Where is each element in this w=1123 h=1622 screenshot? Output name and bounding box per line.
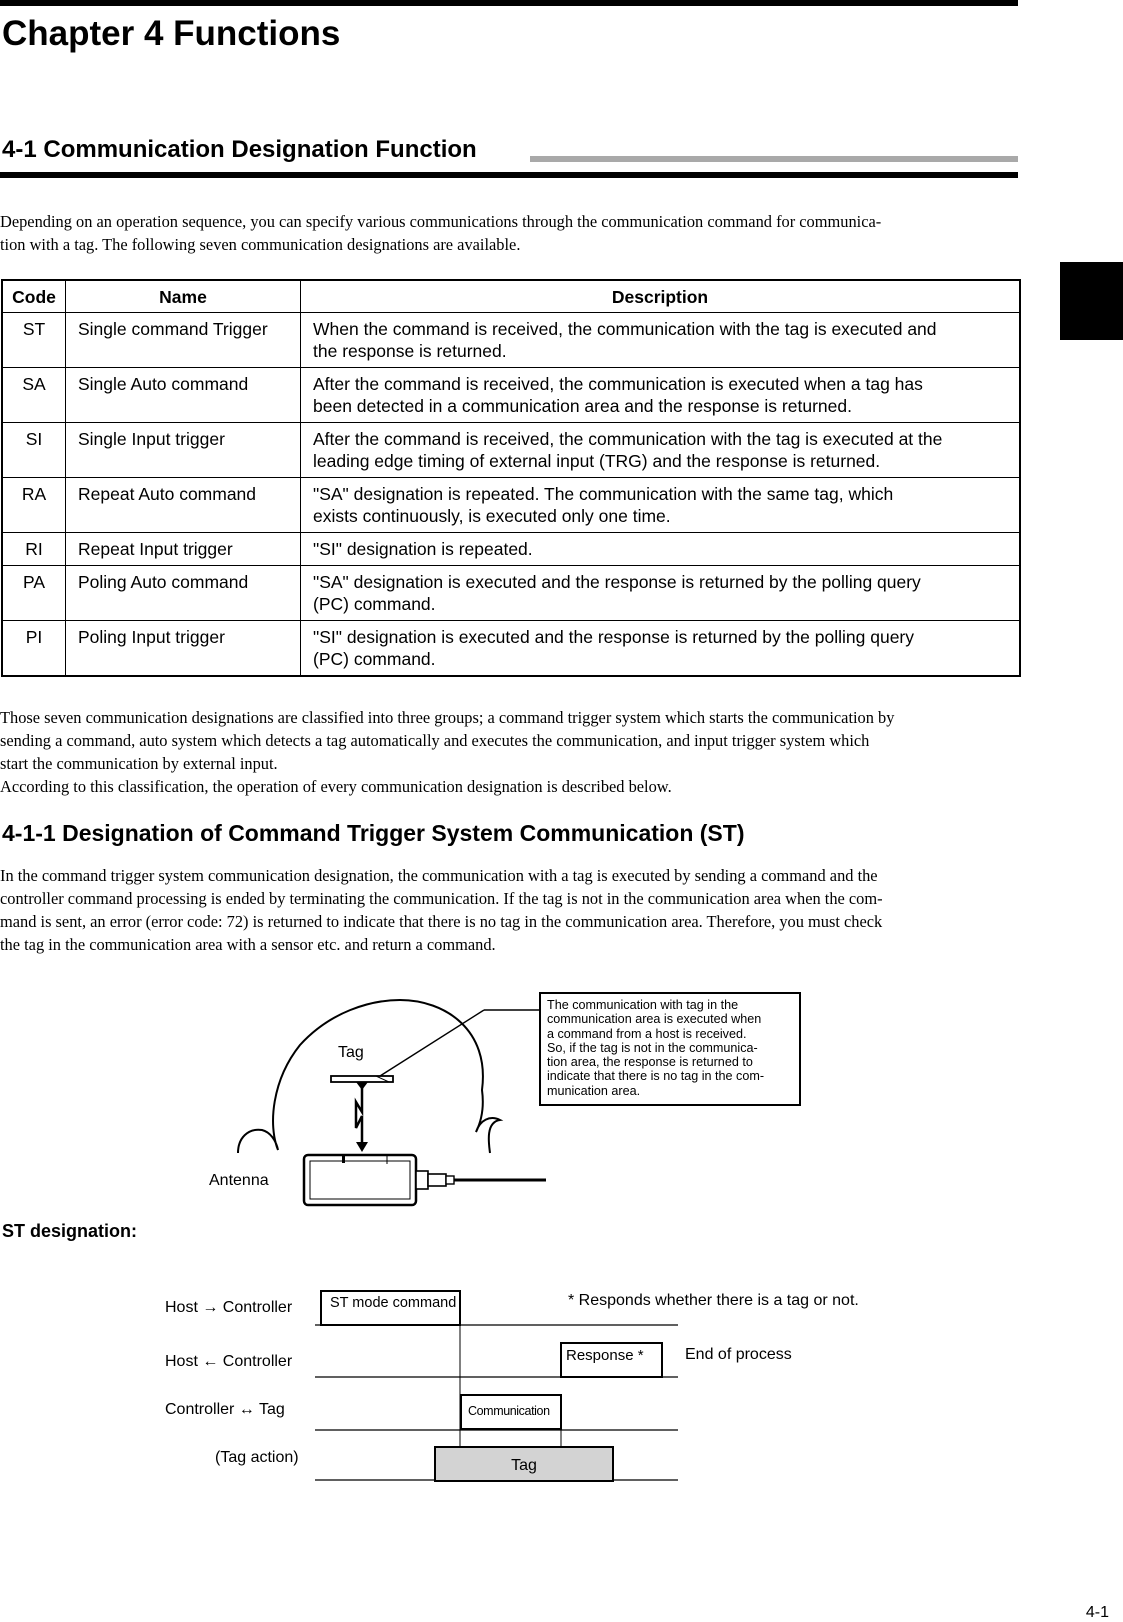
signal-zigzag bbox=[356, 1086, 362, 1146]
table-header-row bbox=[2, 280, 1020, 313]
intro-line: Depending on an operation sequence, you can specify various communications through the communication command for communica- bbox=[0, 212, 882, 231]
label-tag-action: (Tag action) bbox=[215, 1449, 299, 1466]
table-row bbox=[2, 533, 1020, 566]
header-description: Description bbox=[301, 280, 1021, 313]
antenna-connector bbox=[416, 1171, 428, 1189]
row-name: Single Input trigger bbox=[66, 423, 301, 478]
note-box bbox=[539, 992, 801, 1106]
response-note: * Responds whether there is a tag or not. bbox=[568, 1292, 859, 1309]
antenna-connector bbox=[428, 1174, 446, 1186]
note-line: So, if the tag is not in the communica- bbox=[547, 1040, 758, 1055]
subsection-line: mand is sent, an error (error code: 72) is returned to indicate that there is no tag in the communication area. Therefore, you must check bbox=[0, 912, 883, 931]
tag-leader-line bbox=[380, 1010, 484, 1076]
chapter-title: Chapter 4 Functions bbox=[2, 14, 341, 53]
row-code: PI bbox=[2, 621, 66, 677]
label-host-to-controller: Host → Controller bbox=[165, 1299, 293, 1316]
row-code: ST bbox=[2, 313, 66, 368]
classification-line: sending a command, auto system which detects a tag automatically and executes the communication, and input trigger system which bbox=[0, 731, 870, 750]
section-gray-bar bbox=[530, 156, 1018, 162]
note-line: indicate that there is no tag in the com- bbox=[547, 1069, 765, 1084]
subsection-line: the tag in the communication area with a sensor etc. and return a command. bbox=[0, 935, 496, 954]
classification-line: Those seven communication designations are classified into three groups; a command trigger system which starts the communication by bbox=[0, 708, 895, 727]
row-code: RI bbox=[2, 533, 66, 566]
chapter-tab-marker bbox=[1060, 262, 1123, 340]
subsection-line: controller command processing is ended by terminating the communication. If the tag is not in the communication area when the com- bbox=[0, 889, 883, 908]
row-name: Repeat Input trigger bbox=[66, 533, 301, 566]
page-number: 4-1 bbox=[1085, 1604, 1109, 1621]
subsection-title: 4-1-1 Designation of Command Trigger System Communication (ST) bbox=[2, 820, 745, 846]
end-of-process-label: End of process bbox=[685, 1346, 792, 1363]
intro-line: tion with a tag. The following seven communication designations are available. bbox=[0, 235, 521, 254]
antenna-connector bbox=[446, 1176, 454, 1184]
table-row bbox=[2, 478, 1020, 533]
top-rule bbox=[0, 0, 1018, 6]
note-line: The communication with tag in the bbox=[547, 998, 739, 1012]
st-mode-command-box: ST mode command bbox=[320, 1290, 461, 1326]
classification-line: According to this classification, the operation of every communication designation is described below. bbox=[0, 777, 672, 796]
intro-paragraph bbox=[0, 210, 1018, 256]
row-code: PA bbox=[2, 566, 66, 621]
row-description: "SA" designation is repeated. The communication with the same tag, which exists continuously, is executed only one time. bbox=[301, 478, 1021, 533]
row-name: Poling Auto command bbox=[66, 566, 301, 621]
communication-box: Communication bbox=[460, 1394, 562, 1430]
st-designation-heading: ST designation: bbox=[2, 1221, 137, 1241]
tag-label: Tag bbox=[338, 1044, 364, 1061]
header-name: Name bbox=[66, 280, 301, 313]
row-description: "SA" designation is executed and the response is returned by the polling query (PC) command. bbox=[301, 566, 1021, 621]
row-code: RA bbox=[2, 478, 66, 533]
table-row bbox=[2, 566, 1020, 621]
tag-icon bbox=[331, 1076, 393, 1082]
subsection-line: In the command trigger system communication designation, the communication with a tag is executed by sending a command and the bbox=[0, 866, 878, 885]
label-host-from-controller: Host ← Controller bbox=[165, 1353, 293, 1370]
row-description: "SI" designation is repeated. bbox=[301, 533, 1021, 566]
row-name: Repeat Auto command bbox=[66, 478, 301, 533]
section-title: 4-1 Communication Designation Function bbox=[2, 136, 477, 163]
table-row bbox=[2, 621, 1020, 677]
label-controller-tag: Controller ↔ Tag bbox=[165, 1401, 285, 1418]
table-row bbox=[2, 423, 1020, 478]
row-description: When the command is received, the communication with the tag is executed and the response is returned. bbox=[301, 313, 1021, 368]
tag-action-box: Tag bbox=[434, 1446, 614, 1482]
row-code: SA bbox=[2, 368, 66, 423]
row-code: SI bbox=[2, 423, 66, 478]
subsection-paragraph bbox=[0, 864, 1018, 956]
antenna-mark bbox=[342, 1155, 345, 1163]
row-description: "SI" designation is executed and the response is returned by the polling query (PC) command. bbox=[301, 621, 1021, 677]
note-line: a command from a host is received. bbox=[547, 1026, 747, 1041]
antenna-icon bbox=[304, 1155, 416, 1205]
note-line: communication area is executed when bbox=[547, 1012, 762, 1027]
signal-arrow-down bbox=[356, 1142, 368, 1152]
row-description: After the command is received, the communication with the tag is executed at the leading edge timing of external input (TRG) and the response is returned. bbox=[301, 423, 1021, 478]
note-line: tion area, the response is returned to bbox=[547, 1055, 753, 1070]
note-line: munication area. bbox=[547, 1083, 641, 1098]
response-box: Response * bbox=[560, 1342, 663, 1378]
table-row bbox=[2, 313, 1020, 368]
row-name: Poling Input trigger bbox=[66, 621, 301, 677]
classification-paragraph bbox=[0, 706, 1018, 798]
row-name: Single command Trigger bbox=[66, 313, 301, 368]
designation-table bbox=[1, 279, 1021, 677]
table-row bbox=[2, 368, 1020, 423]
header-code: Code bbox=[2, 280, 66, 313]
row-description: After the command is received, the communication is executed when a tag has been detected in a communication area and the response is returned. bbox=[301, 368, 1021, 423]
antenna-label: Antenna bbox=[209, 1172, 269, 1189]
row-name: Single Auto command bbox=[66, 368, 301, 423]
section-rule bbox=[0, 172, 1018, 178]
classification-line: start the communication by external input. bbox=[0, 754, 278, 773]
